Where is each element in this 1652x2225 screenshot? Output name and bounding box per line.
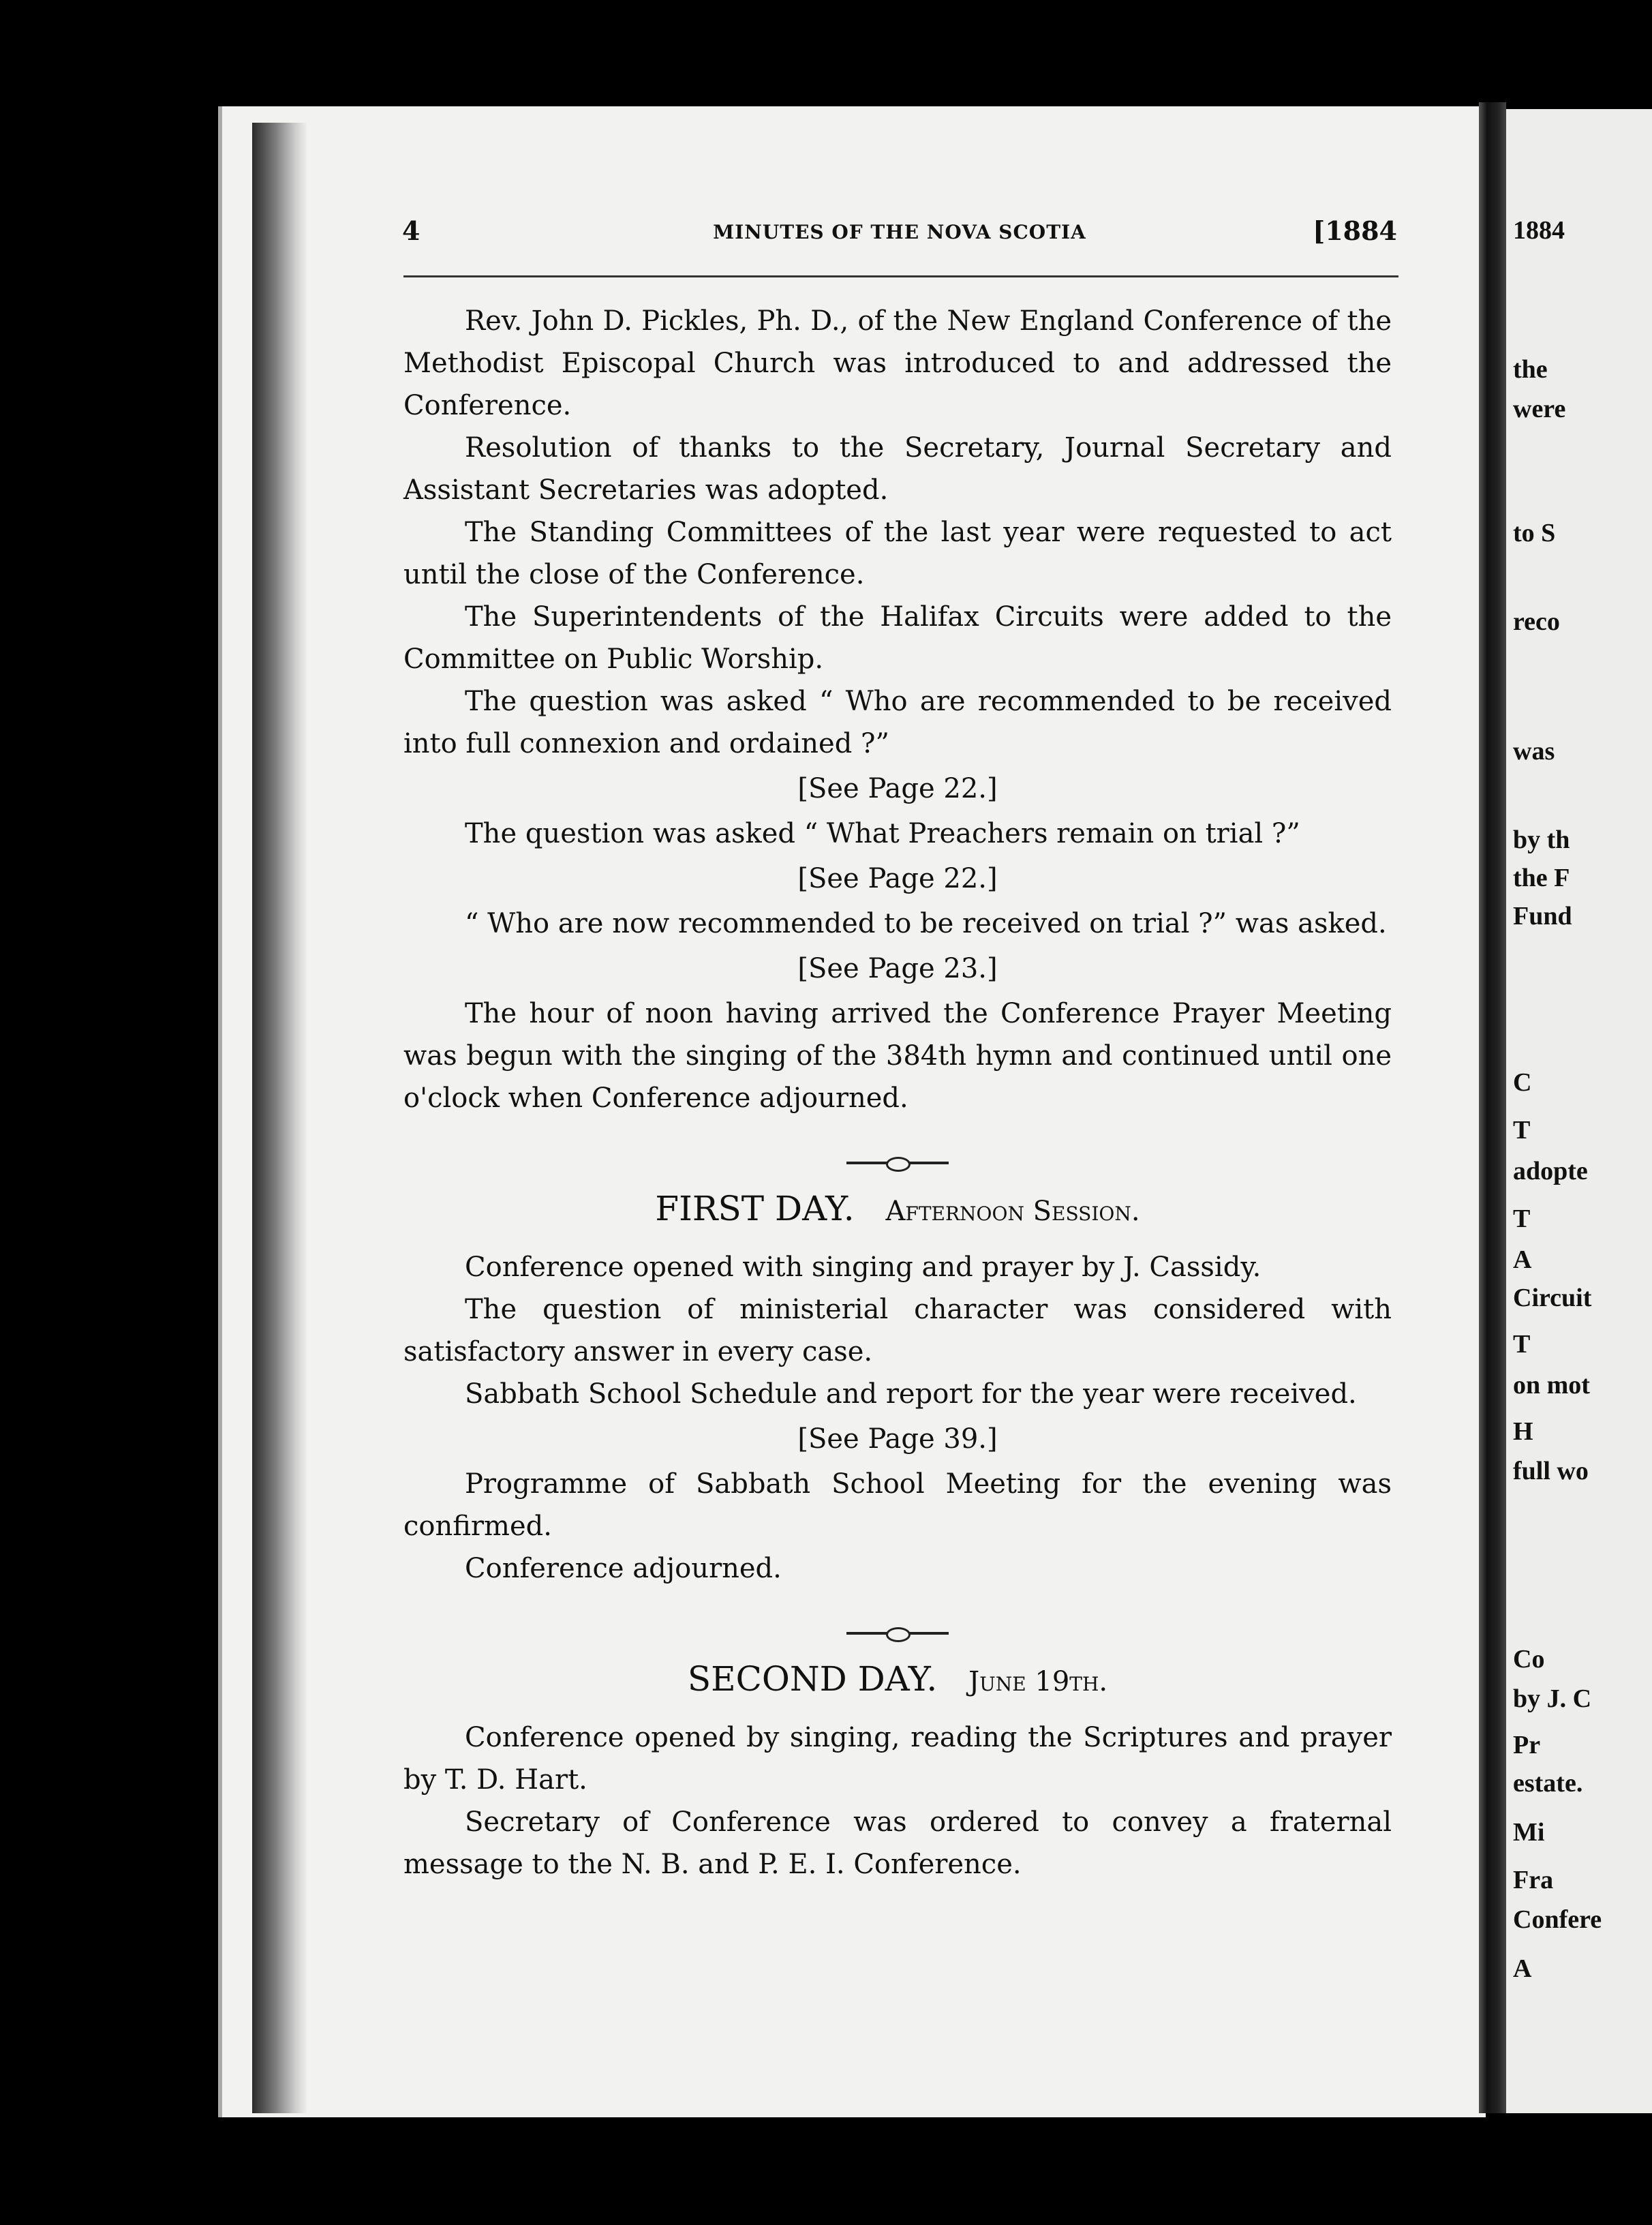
section-subtitle: Afternoon Session. <box>885 1196 1140 1227</box>
facing-page-fragment: Circuit <box>1513 1284 1592 1312</box>
header-rule <box>403 275 1398 277</box>
paragraph: The question was asked “ Who are recommended to be received into full connexion and ordained ?” <box>403 686 1392 759</box>
facing-page-fragment: Co <box>1513 1645 1545 1674</box>
section-heading-second-day <box>403 1658 1392 1703</box>
facing-page-fragment: Pr <box>1513 1731 1541 1759</box>
paragraph: Conference adjourned. <box>465 1553 782 1584</box>
facing-page-fragment: H <box>1513 1417 1533 1446</box>
page-reference: [See Page 23.] <box>797 953 998 984</box>
paragraph: The question of ministerial character was considered with satisfactory answer in every case. <box>403 1294 1392 1367</box>
paragraph: The Standing Committees of the last year were requested to act until the close of the Conference. <box>403 517 1392 590</box>
section-title: SECOND DAY. <box>687 1659 938 1699</box>
facing-page-fragment: the F <box>1513 864 1570 892</box>
paragraph: The hour of noon having arrived the Conference Prayer Meeting was begun with the singing of the 384th hymn and continued until one o'clock when Conference adjourned. <box>403 998 1392 1114</box>
facing-page-fragment: on mot <box>1513 1371 1590 1399</box>
paragraph: Sabbath School Schedule and report for the year were received. <box>465 1378 1357 1410</box>
page-gutter-shadow <box>252 123 307 2113</box>
facing-page-fragment: Fra <box>1513 1866 1554 1894</box>
facing-page-fragment: the <box>1513 355 1548 384</box>
paragraph: The question was asked “ What Preachers remain on trial ?” <box>465 818 1300 849</box>
facing-page-fragment: A <box>1513 1954 1532 1983</box>
facing-page-fragment: by J. C <box>1513 1684 1592 1713</box>
facing-page-fragment: C <box>1513 1068 1532 1097</box>
paragraph: Resolution of thanks to the Secretary, Journal Secretary and Assistant Secretaries was adopted. <box>403 432 1392 506</box>
facing-page-fragment: T <box>1513 1205 1531 1233</box>
facing-page-fragment: adopte <box>1513 1157 1588 1185</box>
facing-page-fragment: to S <box>1513 519 1556 547</box>
section-heading-first-day <box>403 1187 1392 1232</box>
paragraph: The Superintendents of the Halifax Circuits were added to the Committee on Public Worship. <box>403 601 1392 675</box>
facing-page-fragment: by th <box>1513 826 1570 854</box>
section-divider-ornament <box>403 1140 1392 1167</box>
facing-page-fragment: estate. <box>1513 1769 1583 1798</box>
facing-page-fragment: were <box>1513 395 1566 423</box>
facing-page-fragment: reco <box>1513 607 1560 636</box>
facing-page-fragment: 1884 <box>1513 216 1565 245</box>
facing-page-fragment: T <box>1513 1330 1531 1359</box>
section-title: FIRST DAY. <box>655 1189 855 1228</box>
paragraph: Programme of Sabbath School Meeting for the evening was confirmed. <box>403 1468 1392 1542</box>
facing-page-fragment: A <box>1513 1245 1532 1274</box>
running-header <box>402 215 1397 254</box>
facing-page-fragment: was <box>1513 737 1555 766</box>
paragraph: Secretary of Conference was ordered to convey a fraternal message to the N. B. and P. E. I. Conference. <box>403 1806 1392 1880</box>
page-body <box>403 300 1392 1886</box>
paragraph: Rev. John D. Pickles, Ph. D., of the New England Conference of the Methodist Episcopal Church was introduced to and addressed the Conference. <box>403 305 1392 421</box>
paragraph: Conference opened by singing, reading the Scriptures and prayer by T. D. Hart. <box>403 1722 1392 1796</box>
paragraph: Conference opened with singing and prayer by J. Cassidy. <box>465 1252 1261 1283</box>
facing-page-fragment: T <box>1513 1116 1531 1145</box>
section-divider-ornament <box>403 1610 1392 1637</box>
page-reference: [See Page 22.] <box>797 773 998 804</box>
facing-page-fragment: Mi <box>1513 1818 1545 1847</box>
header-year: [1884 <box>1313 215 1397 246</box>
section-subtitle: June 19th. <box>968 1666 1108 1697</box>
page-number: 4 <box>402 215 420 246</box>
paragraph: “ Who are now recommended to be received on trial ?” was asked. <box>465 908 1387 939</box>
facing-page-fragment: Fund <box>1513 902 1572 930</box>
page-reference: [See Page 22.] <box>797 863 998 894</box>
page-reference: [See Page 39.] <box>797 1423 998 1455</box>
facing-page-fragment: full wo <box>1513 1457 1589 1485</box>
book-spine <box>1479 102 1506 2113</box>
running-title: MINUTES OF THE NOVA SCOTIA <box>713 221 1086 243</box>
facing-page-fragment: Confere <box>1513 1905 1602 1934</box>
